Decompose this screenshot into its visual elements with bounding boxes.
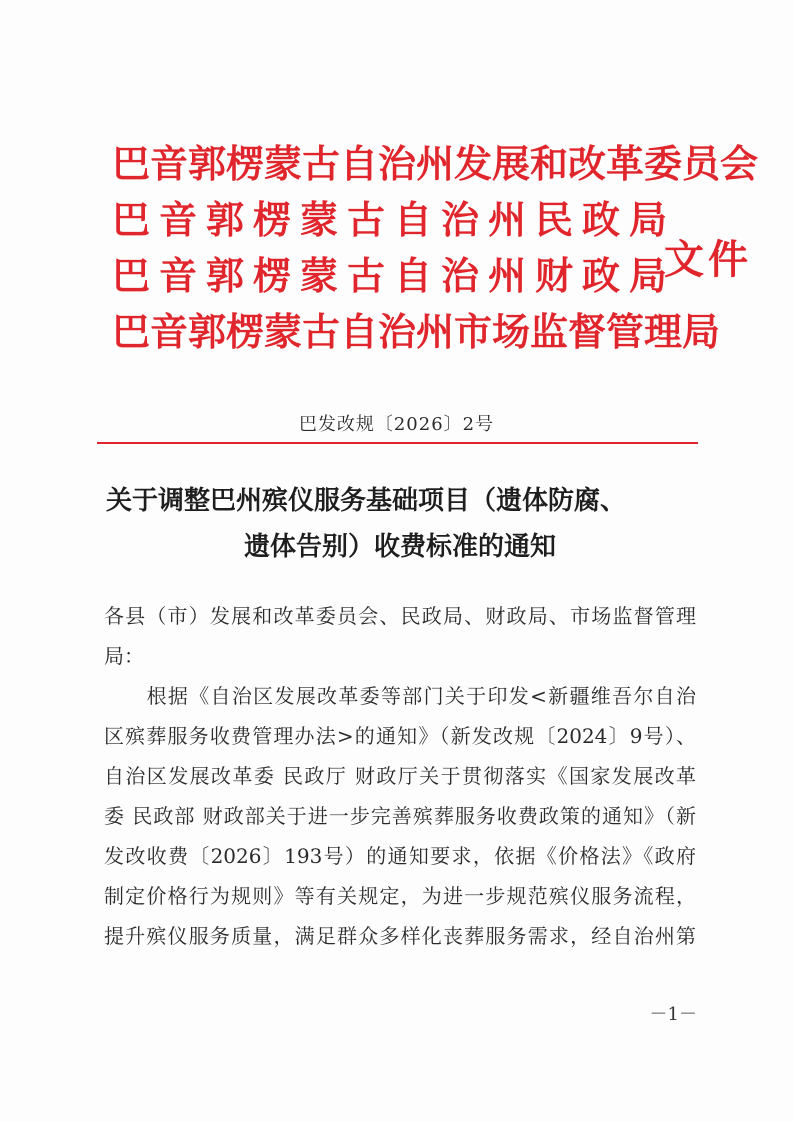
org-name-development-reform: 巴音郭楞蒙古自治州发展和改革委员会	[112, 141, 759, 186]
body-line: 制定价格行为规则》等有关规定，为进一步规范殡仪服务流程，	[104, 884, 696, 908]
body-line: 委 民政部 财政部关于进一步完善殡葬服务收费政策的通知》（新	[104, 804, 696, 828]
document-type-label: 文件	[664, 236, 752, 283]
title-line-1: 关于调整巴州殡仪服务基础项目（遗体防腐、	[106, 486, 627, 516]
org-name-market-supervision: 巴音郭楞蒙古自治州市场监督管理局	[112, 309, 721, 354]
red-divider-line	[97, 442, 698, 444]
body-line: 发改收费〔2026〕193号）的通知要求，依据《价格法》《政府	[104, 844, 696, 868]
body-line: 自治区发展改革委 民政厅 财政厅关于贯彻落实《国家发展改革	[104, 764, 696, 788]
body-line: 提升殡仪服务质量，满足群众多样化丧葬服务需求，经自治州第	[104, 924, 696, 948]
body-line: 各县（市）发展和改革委员会、民政局、财政局、市场监督管理	[104, 604, 696, 628]
body-line: 局：	[104, 644, 144, 668]
org-name-finance: 巴音郭楞蒙古自治州财政局	[112, 253, 677, 298]
page-number: －1－	[649, 1004, 697, 1025]
document-title	[100, 478, 700, 570]
document-body	[104, 596, 696, 956]
document-number: 巴发改规〔2026〕2号	[298, 414, 495, 435]
org-name-civil-affairs: 巴音郭楞蒙古自治州民政局	[112, 197, 677, 242]
title-line-2: 遗体告别）收费标准的通知	[243, 532, 556, 562]
body-line: 区殡葬服务收费管理办法>的通知》（新发改规〔2024〕9号）、	[104, 724, 696, 748]
body-line: 根据《自治区发展改革委等部门关于印发<新疆维吾尔自治	[104, 684, 696, 708]
